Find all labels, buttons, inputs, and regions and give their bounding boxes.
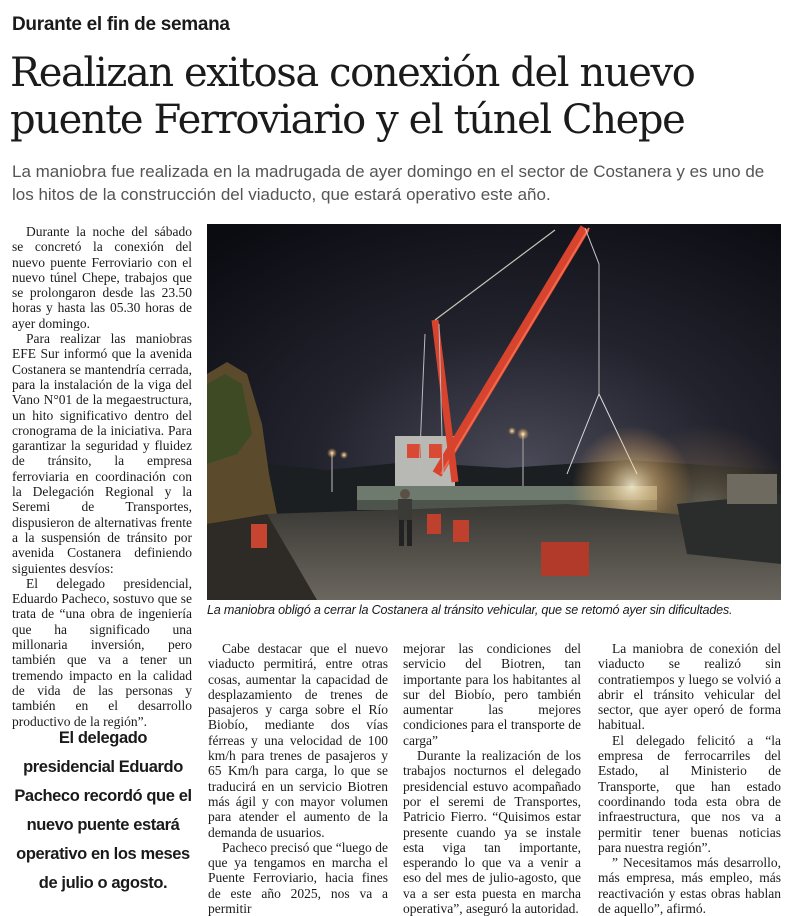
deck: La maniobra fue realizada en la madrugada de ayer domingo en el sector de Costanera y es uno de los hitos de la construcción del viaducto, que estará operativo este año. — [12, 162, 765, 204]
body-column-4 — [598, 641, 781, 916]
headline-line-1: Realizan exitosa conexión del nuevo — [10, 50, 695, 96]
paragraph: El delegado presidencial, Eduardo Pacheco, sostuvo que se trata de “una obra de ingeniería que ha significado una millonaria inversión, pero también que va a tener un tremendo impacto en la calidad de vida de las personas y también en el desarrollo productivo de la región”. — [12, 575, 192, 729]
body-column-1 — [12, 224, 192, 729]
paragraph: mejorar las condiciones del servicio del Biotren, tan importante para los habitantes al sur del Biobío, pero también aumentar las mejores condiciones para el transporte de carga” — [403, 641, 581, 748]
pull-quote: El delegado presidencial Eduardo Pacheco recordó que el nuevo puente estará operativo en los meses de julio o agosto. — [14, 729, 192, 892]
paragraph: La maniobra de conexión del viaducto se realizó sin contratiempos y luego se volvió a abrir el tránsito vehicular del sector, que ayer operó de forma habitual. — [598, 641, 781, 733]
article-photo — [207, 224, 781, 600]
headline — [10, 50, 790, 144]
crane-night-scene — [207, 224, 781, 600]
paragraph: Pacheco precisó que “luego de que ya tengamos en marcha el Puente Ferroviario, hacia fines de este año 2025, nos va a permitir — [208, 839, 388, 916]
paragraph: Cabe destacar que el nuevo viaducto permitirá, entre otras cosas, aumentar la capacidad de desplazamiento de trenes de pasajeros y carga sobre el Río Biobío, mediante dos vías férreas y una velocidad de 100 km/h para trenes de pasajeros y 65 Km/h para carga, lo que se traducirá en un servicio Biotren más ágil y con mayor volumen para atender el aumento de la demanda de usuarios. — [208, 641, 388, 840]
paragraph: El delegado felicitó a “la empresa de ferrocarriles del Estado, al Ministerio de Transporte, que han estado coordinando toda esta obra de infraestructura, que nos va a permitir tener buenas noticias para nuestra región”. — [598, 732, 781, 855]
headline-line-2: puente Ferroviario y el túnel Chepe — [10, 97, 685, 143]
paragraph: Durante la noche del sábado se concretó la conexión del nuevo puente Ferroviario con el nuevo túnel Chepe, trabajos que se prolongaron desde las 23.50 horas y hasta las 05.30 horas de ayer domingo. — [12, 224, 192, 331]
paragraph: Para realizar las maniobras EFE Sur informó que la avenida Costanera se mantendría cerrada, para la instalación de la viga del Vano N°01 de la megaestructura, un hito significativo dentro del cronograma de la iniciativa. Para garantizar la seguridad y fluidez de tránsito, la empresa ferroviaria en coordinación con la Delegación Regional y la Seremi de Transportes, dispusieron de alternativas frente a la suspensión de tránsito por avenida Costanera definiendo siguientes desvíos: — [12, 331, 192, 576]
paragraph: Durante la realización de los trabajos nocturnos el delegado presidencial estuvo acompañado por el seremi de Transportes, Patricio Fierro. “Quisimos estar presente cuando ya se instale esta viga tan importante, esperando lo que va a venir a eso del mes de julio-agosto, que va a ser esta puesta en marcha operativa”, aseguró la autoridad. — [403, 748, 581, 916]
body-column-2 — [208, 641, 388, 916]
paragraph: ” Necesitamos más desarrollo, más empresa, más empleo, más reactivación y estas obras hablan de aquello”, afirmó. — [598, 855, 781, 916]
photo-caption: La maniobra obligó a cerrar la Costanera al tránsito vehicular, que se retomó ayer sin dificultades. — [207, 603, 733, 617]
kicker: Durante el fin de semana — [12, 14, 230, 35]
body-column-3 — [403, 641, 581, 916]
